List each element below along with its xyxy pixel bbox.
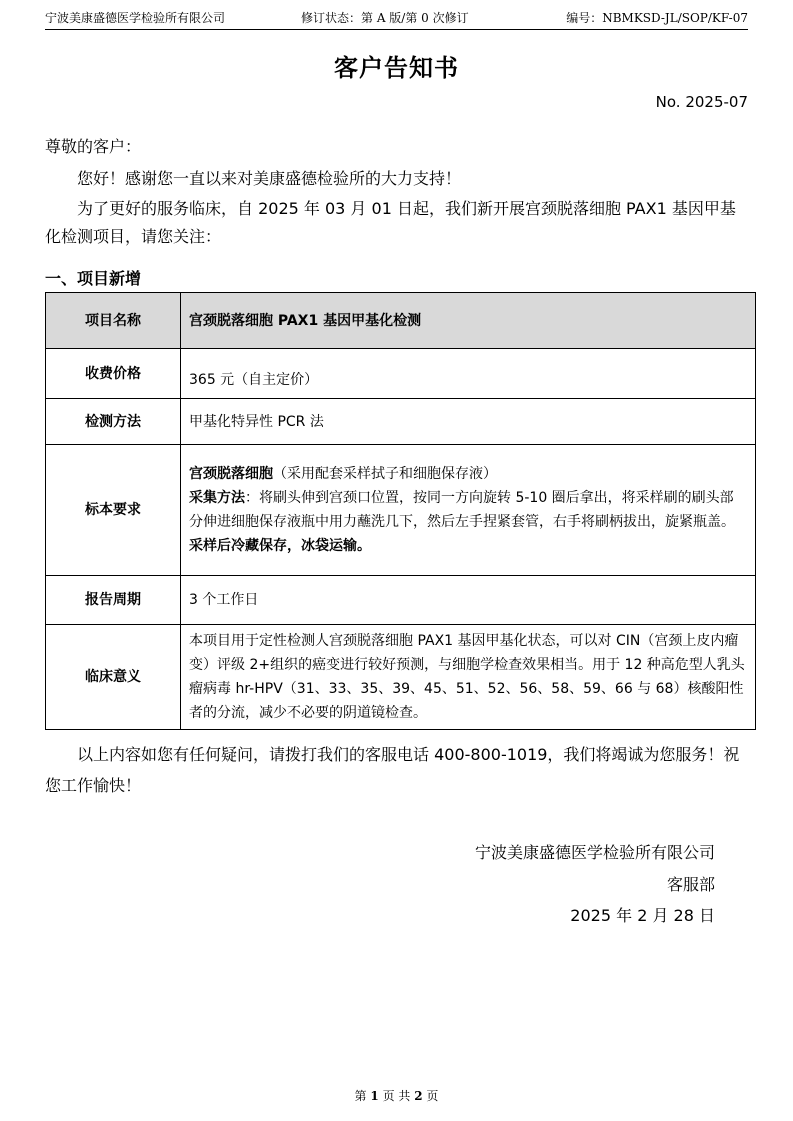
- table-row-method: [46, 399, 756, 445]
- header-company: 宁波美康盛德医学检验所有限公司: [45, 11, 226, 25]
- intro-paragraph: 为了更好的服务临床，自 2025 年 03 月 01 日起，我们新开展宫颈脱落细胞 PAX1 基因甲基化检测项目，请您关注：: [45, 199, 736, 246]
- specimen-type-note: （采用配套采样拭子和细胞保存液）: [273, 466, 497, 482]
- report-period-value: 3 个工作日: [181, 576, 756, 625]
- collection-method-label: 采集方法: [189, 490, 245, 506]
- table-row-price: [46, 349, 756, 399]
- section-title: 一、项目新增: [45, 269, 142, 288]
- specimen-label: 标本要求: [46, 445, 181, 576]
- table-row-specimen: [46, 445, 756, 576]
- project-name-label: 项目名称: [46, 293, 181, 349]
- footer-page-mid: 页 共: [382, 1089, 411, 1103]
- header-revision: 修订状态：第 A 版/第 0 次修订: [301, 11, 469, 25]
- specimen-type-line: [189, 462, 747, 486]
- clinical-label: 临床意义: [46, 625, 181, 730]
- method-value: 甲基化特异性 PCR 法: [181, 399, 756, 445]
- footer-page-suffix: 页: [426, 1089, 439, 1103]
- specimen-type: 宫颈脱落细胞: [189, 466, 273, 482]
- clinical-value: 本项目用于定性检测人宫颈脱落细胞 PAX1 基因甲基化状态，可以对 CIN（宫颈上皮内瘤变）评级 2+组织的癌变进行较好预测，与细胞学检查效果相当。用于 12 种高危型人乳头瘤病毒 hr-HPV（31、33、35、39、45、51、52、56、58、59、66 与 68）核酸阳性者的分流，减少不必要的阴道镜检查。: [181, 625, 756, 730]
- signature-company: 宁波美康盛德医学检验所有限公司: [474, 843, 715, 862]
- table-row-clinical: [46, 625, 756, 730]
- salutation: 尊敬的客户：: [45, 137, 142, 156]
- signature-date: 2025 年 2 月 28 日: [570, 906, 715, 925]
- price-cell: [181, 349, 756, 399]
- storage-transport-note: 采样后冷藏保存，冰袋运输。: [189, 538, 371, 554]
- collection-method-line: [189, 486, 747, 534]
- project-info-table: [45, 292, 756, 730]
- footer-page-prefix: 第: [354, 1089, 367, 1103]
- specimen-requirements: [181, 445, 756, 576]
- page-footer: [0, 1087, 793, 1104]
- signature-department: 客服部: [666, 875, 715, 894]
- price-value: 365 元（自主定价）: [189, 371, 319, 388]
- header-doc-code: 编号：NBMKSD-JL/SOP/KF-07: [566, 11, 748, 25]
- price-label: 收费价格: [46, 349, 181, 399]
- table-row-project-name: [46, 293, 756, 349]
- greeting-paragraph: 您好！感谢您一直以来对美康盛德检验所的大力支持！: [77, 169, 462, 188]
- closing-paragraph: 以上内容如您有任何疑问，请拨打我们的客服电话 400-800-1019，我们将竭诚为您服务！祝您工作愉快！: [45, 745, 740, 795]
- document-number: No. 2025-07: [655, 93, 748, 111]
- table-row-report-period: [46, 576, 756, 625]
- page-header: [45, 7, 748, 30]
- footer-current-page: 1: [370, 1089, 379, 1103]
- collection-method-text: ：将刷头伸到宫颈口位置，按同一方向旋转 5-10 圈后拿出，将采样刷的刷头部分伸进细胞保存液瓶中用力蘸洗几下，然后左手捏紧套管，右手将刷柄拔出，旋紧瓶盖。: [189, 490, 735, 530]
- report-period-label: 报告周期: [46, 576, 181, 625]
- method-label: 检测方法: [46, 399, 181, 445]
- footer-total-pages: 2: [414, 1089, 423, 1103]
- project-name-value: 宫颈脱落细胞 PAX1 基因甲基化检测: [181, 293, 756, 349]
- page-title: 客户告知书: [334, 54, 459, 82]
